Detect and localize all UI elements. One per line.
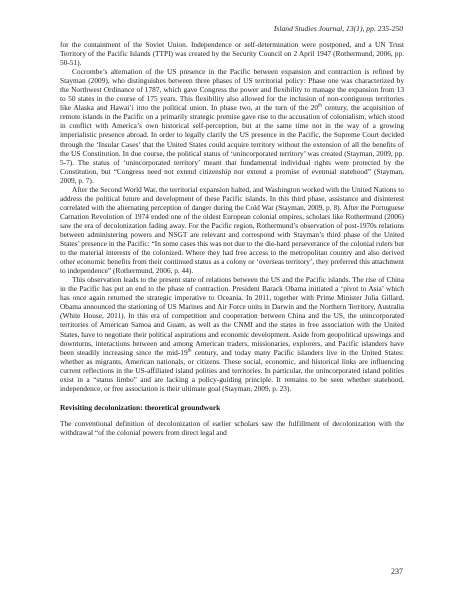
page-number: 237 bbox=[391, 567, 403, 576]
superscript: th bbox=[187, 348, 192, 354]
body-text bbox=[60, 40, 404, 437]
paragraph-3: After the Second World War, the territorial expansion halted, and Washington worked with the United Nations to address the political future and development of these Pacific islands. In this third phase, assistance and disinterest correlated with the alternating perception of danger during the Cold War (Stayman, 2009, p. 8). After the Portuguese Carnation Revolution of 1974 ended one of the oldest European colonial empires, scholars like Rothermund (2006) saw the era of decolonization fading away. For the Pacific region, Rothermund’s observation of post-1970s relations between administering powers and NSGT are relevant and correspond with Stayman’s third phase of the United States’ presence in the Pacific: “In some cases this was not due to the die-hard perseverance of the colonial rulers but to the material interests of the colonized. Where they had free access to the metropolitan country and also derived other economic benefits from their continued status as a colony or ‘overseas territory’, they preferred this attachment to independence” (Rothermund, 2006, p. 44). bbox=[60, 184, 404, 276]
paragraph-4-part-a: This observation leads to the present state of relations between the US and the Pacific islands. The rise of China in the Pacific has put an end to the phase of contraction. President Barack Obama initiated a ‘pivot to Asia’ which has once again returned the strategic imperative to Oceania. In 2011, together with Prime Minister Julia Gillard, Obama announced the stationing of US Marines and Air Force units in Darwin and the Northern Territory, Australia (White House, 2011). In this era of competition and cooperation between China and the US, the unincorporated territories of American Samoa and Guam, as well as the CNMI and the states in free association with the United States, have to negotiate their political aspirations and economic development. Aside from geopolitical upswings and downturns, interactions between and among American traders, missionaries, explorers, and Pacific islanders have been steadily increasing since the mid-19 bbox=[60, 275, 404, 357]
section-heading: Revisiting decolonization: theoretical groundwork bbox=[60, 402, 221, 412]
paragraph-2-part-b: century, the acquisition of remote islands in the Pacific on a primarily strategic premise gave rise to the accusation of colonialism, which stood in conflict with America’s own historical self-perception, but at the same time not in the way of a growing imperialistic presence abroad. In order to legally clarify the US presence in the Pacific, the Supreme Court decided through the ‘Insular Cases’ that the United States could acquire territory without the extension of all the benefits of the US Constitution. In due course, the political status of ‘unincorporated territory’ was created (Stayman, 2009, pp. 5-7). The status of ‘unincorporated territory’ meant that fundamental individual rights were protected by the Constitution, but “Congress need not extend citizenship nor extend a promise of eventual statehood” (Stayman, 2009, p. 7). bbox=[60, 103, 404, 185]
paragraph-2 bbox=[60, 67, 404, 185]
superscript: th bbox=[318, 103, 322, 109]
paragraph-2-part-a: Cocrombe’s alternation of the US presence in the Pacific between expansion and contraction is refined by Stayman (2009), who distinguishes between three phases of US territorial policy: Phase one was characterized by the Northwest Ordinance of 1787, which gave Congress the power and flexibility to manage the expansion from 13 to 50 states in the course of 175 years. This flexibility also allowed for the inclusion of non-contiguous territories like Alaska and Hawai’i into the political union. In phase two, at the turn of the 20 bbox=[60, 67, 404, 113]
running-head: Island Studies Journal, 13(1), pp. 235-250 bbox=[273, 24, 403, 33]
paragraph-4-part-b: century, and today many Pacific islanders live in the United States: whether as migrants, American nationals, or citizens. These social, economic, and historical links are influencing current reflections in the US-affiliated island polities and territories. In particular, the unincorporated island polities exist in a “status limbo” and are lacking a policy-guiding principle. It remains to be seen whether statehood, independence, or free association is their ultimate goal (Stayman, 2009, p. 23). bbox=[60, 347, 404, 393]
paragraph-4 bbox=[60, 275, 404, 393]
paragraph-5: The conventional definition of decolonization of earlier scholars saw the fulfillment of decolonization with the withdrawal “of the colonial powers from direct legal and bbox=[60, 418, 404, 437]
paragraph-1: for the containment of the Soviet Union. Independence or self-determination were postponed, and a UN Trust Territory of the Pacific Islands (TTPI) was created by the Security Council on 2 April 1947 (Rothermund, 2006, pp. 50-51). bbox=[60, 40, 404, 68]
